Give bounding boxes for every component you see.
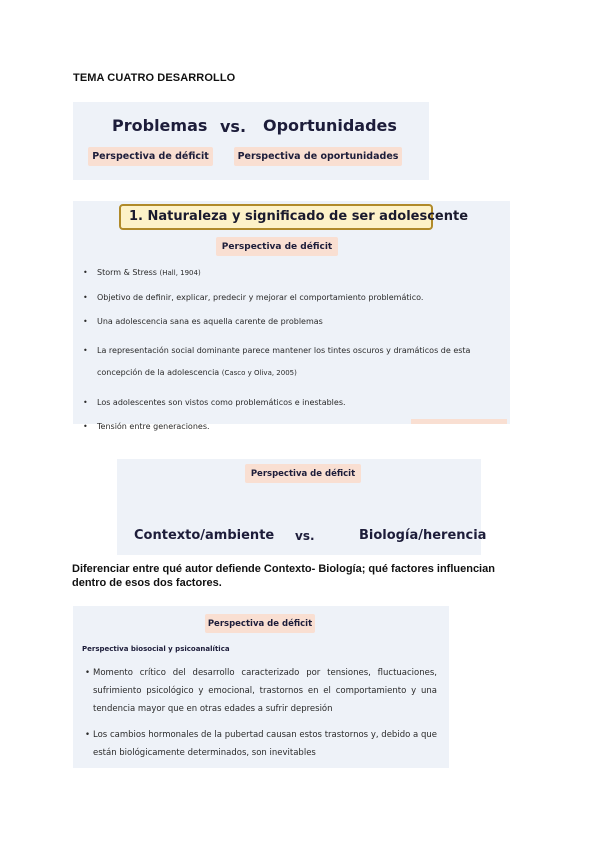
page-heading: TEMA CUATRO DESARROLLO — [73, 72, 236, 84]
slide1-left-tag: Perspectiva de déficit — [88, 147, 213, 166]
slide2-bullet-text: Objetivo de definir, explicar, predecir y mejorar el comportamiento problemático. — [97, 293, 424, 302]
slide3-right-word: Biología/herencia — [359, 528, 487, 543]
slide2-bullet-text: La representación social dominante parece mantener los tintes oscuros y dramáticos de esta concepción de la adolescencia — [97, 346, 471, 377]
slide4-bullet-list — [85, 664, 437, 762]
slide2-bullet — [83, 292, 493, 303]
slide2-bullet — [83, 316, 493, 327]
slide2-bullet — [83, 267, 493, 279]
slide-problemas-oportunidades — [73, 102, 429, 180]
slide2-bullet-text: Storm & Stress — [97, 268, 157, 277]
slide-perspectiva-biosocial — [73, 606, 449, 768]
slide2-bullet — [83, 340, 493, 384]
slide1-vs: vs. — [220, 117, 247, 136]
slide1-left-word: Problemas — [112, 116, 208, 135]
slide2-bullet-cite: (Hall, 1904) — [159, 269, 201, 277]
question-text: Diferenciar entre qué autor defiende Contexto- Biología; qué factores influencian dentro de esos dos factores. — [72, 563, 495, 589]
slide2-title: 1. Naturaleza y significado de ser adolescente — [129, 209, 469, 224]
slide2-bullet-text: Los adolescentes son vistos como problemáticos e inestables. — [97, 398, 346, 407]
slide4-bullet — [85, 664, 437, 718]
slide-contexto-biologia — [117, 459, 487, 555]
slide2-bullet-text: Una adolescencia sana es aquella carente de problemas — [97, 317, 323, 326]
slide-naturaleza-adolescente — [73, 201, 510, 431]
slide4-bullet — [85, 726, 437, 762]
slide2-bullet-list — [83, 267, 493, 432]
slide2-bullet-cite: (Casco y Oliva, 2005) — [221, 369, 297, 377]
slide4-tag: Perspectiva de déficit — [205, 614, 315, 633]
slide2-tag: Perspectiva de déficit — [216, 237, 338, 256]
slide2-cropped-label — [411, 419, 507, 424]
slide3-vs: vs. — [295, 529, 315, 543]
slide2-bullet-text: Tensión entre generaciones. — [97, 422, 210, 431]
slide4-subtitle: Perspectiva biosocial y psicoanalítica — [82, 645, 230, 653]
slide4-bullet-text: Los cambios hormonales de la pubertad causan estos trastornos y, debido a que están biológicamente determinados, son inevitables — [93, 730, 437, 758]
slide1-right-tag: Perspectiva de oportunidades — [234, 147, 402, 166]
slide4-bullet-text: Momento crítico del desarrollo caracterizado por tensiones, fluctuaciones, sufrimiento psicológico y emocional, trastornos en el comportamiento y una tendencia mayor que en otras edades a sufrir depresión — [93, 668, 437, 714]
slide1-right-word: Oportunidades — [263, 116, 397, 135]
slide3-tag: Perspectiva de déficit — [245, 464, 361, 483]
slide2-bullet — [83, 397, 493, 408]
slide3-left-word: Contexto/ambiente — [134, 528, 275, 543]
